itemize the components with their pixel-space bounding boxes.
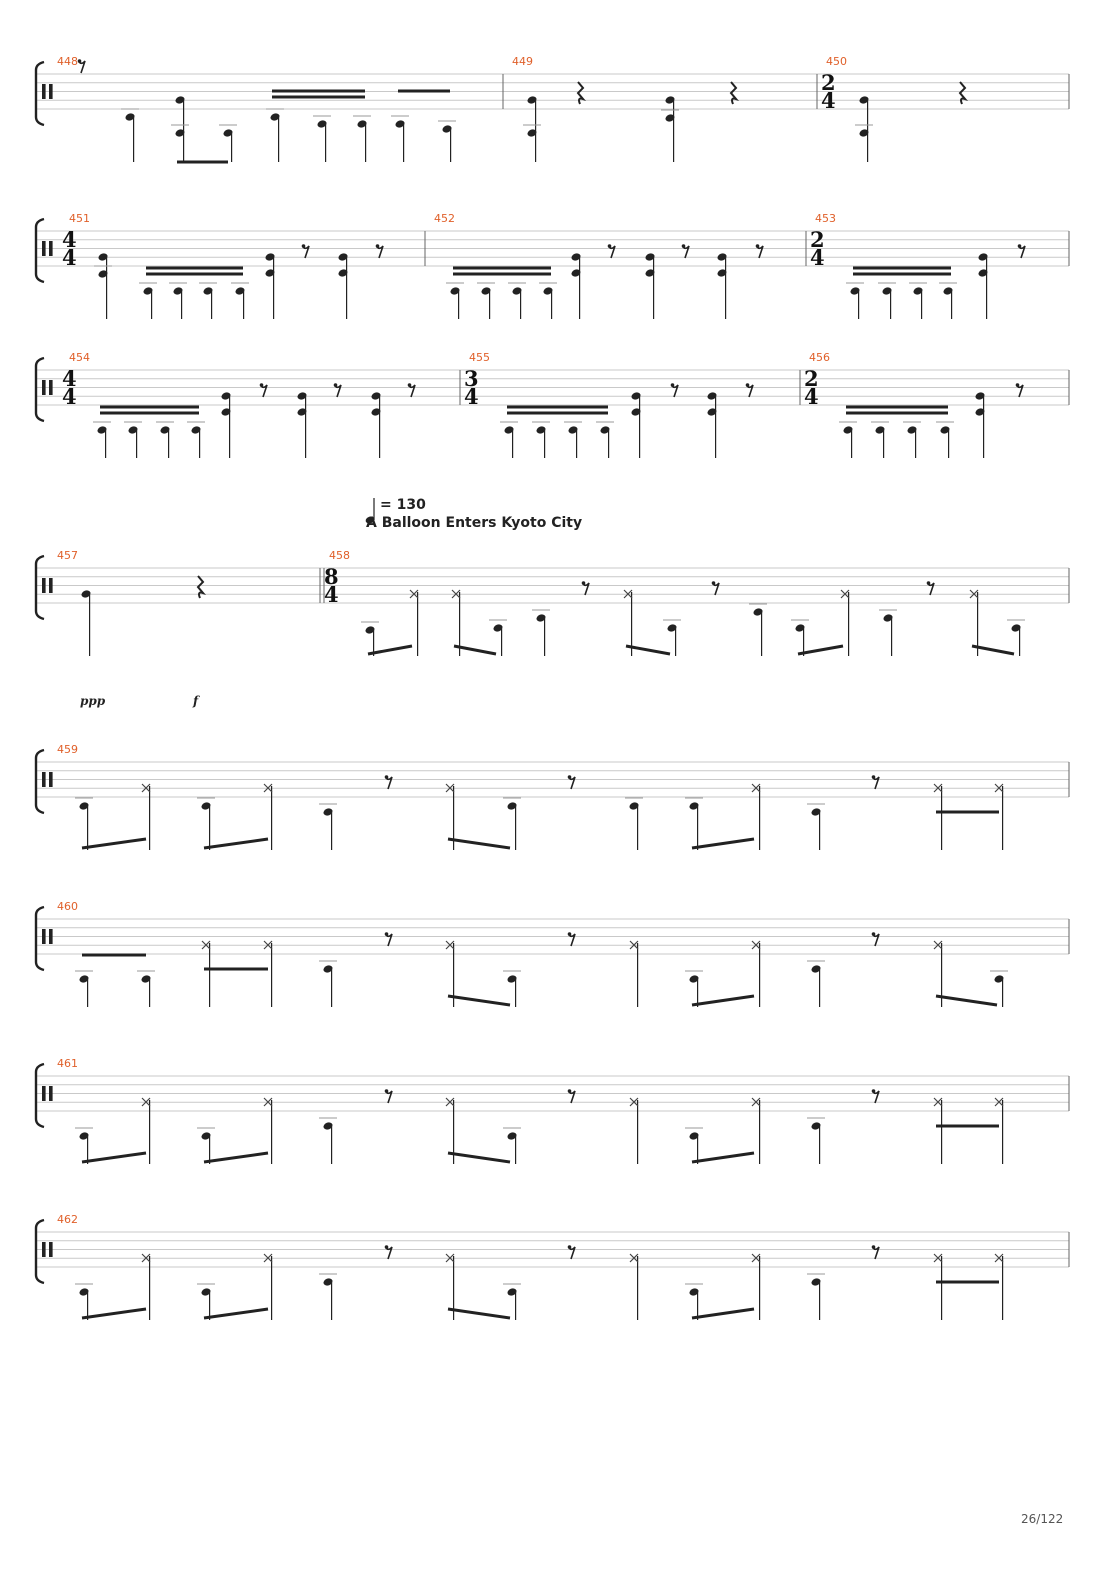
measure-number: 453 [815, 212, 836, 225]
eighth-rest [873, 1247, 879, 1259]
time-signature-numerator: 2 [804, 366, 819, 391]
note-beam [368, 646, 412, 654]
eighth-rest-dot [385, 1245, 389, 1249]
note-beam [82, 1309, 146, 1318]
measure-number: 448 [57, 55, 78, 68]
percussion-clef [49, 929, 53, 944]
dynamic-forte: f [193, 694, 199, 708]
staff-system [36, 1057, 1069, 1164]
measure-number: 461 [57, 1057, 78, 1070]
note-beam [448, 1153, 510, 1162]
note-beam [972, 646, 1014, 654]
note-beam [82, 839, 146, 848]
eighth-rest-dot [78, 59, 82, 63]
measure-number: 455 [469, 351, 490, 364]
measure-number: 451 [69, 212, 90, 225]
eighth-rest [873, 777, 879, 789]
time-signature-denominator: 4 [324, 582, 339, 607]
page-number: 26/122 [1021, 1512, 1064, 1526]
eighth-rest-dot [712, 581, 716, 585]
note-beam [448, 996, 510, 1005]
percussion-clef [49, 241, 53, 256]
eighth-rest [386, 1247, 392, 1259]
note-beam [936, 996, 997, 1005]
eighth-rest-dot [334, 383, 338, 387]
measure-number: 450 [826, 55, 847, 68]
eighth-rest-dot [872, 775, 876, 779]
staff-system [36, 1213, 1069, 1320]
percussion-clef [42, 929, 46, 944]
note-beam [448, 839, 510, 848]
time-signature-numerator: 3 [464, 366, 479, 391]
note-beam [798, 646, 843, 654]
time-signature-denominator: 4 [62, 245, 77, 270]
eighth-rest-dot [385, 932, 389, 936]
eighth-rest-dot [927, 581, 931, 585]
eighth-rest [583, 583, 589, 595]
time-signature-numerator: 2 [821, 70, 836, 95]
time-signature-denominator: 4 [464, 384, 479, 409]
tempo-value: = 130 [380, 497, 426, 513]
tempo-marking [365, 497, 582, 531]
percussion-clef [42, 578, 46, 593]
eighth-rest [261, 385, 267, 397]
percussion-clef [49, 380, 53, 395]
time-signature-numerator: 8 [324, 564, 339, 589]
eighth-rest-dot [746, 383, 750, 387]
eighth-rest [303, 246, 309, 258]
measure-number: 458 [329, 549, 350, 562]
eighth-rest-dot [568, 1089, 572, 1093]
note-beam [626, 646, 670, 654]
eighth-rest-dot [408, 383, 412, 387]
eighth-rest [377, 246, 383, 258]
staff-system [36, 900, 1069, 1007]
note-beam [204, 1153, 268, 1162]
eighth-rest-dot [260, 383, 264, 387]
eighth-rest-dot [568, 775, 572, 779]
eighth-rest-dot [671, 383, 675, 387]
percussion-clef [49, 772, 53, 787]
eighth-rest [713, 583, 719, 595]
eighth-rest [757, 246, 763, 258]
eighth-rest [335, 385, 341, 397]
eighth-rest-dot [608, 244, 612, 248]
eighth-rest [409, 385, 415, 397]
eighth-rest-dot [682, 244, 686, 248]
dynamic-ppp: ppp [80, 694, 106, 708]
note-beam [692, 996, 754, 1005]
time-signature-numerator: 4 [62, 227, 77, 252]
eighth-rest [569, 1091, 575, 1103]
eighth-rest-dot [385, 1089, 389, 1093]
eighth-rest [386, 777, 392, 789]
time-signature-numerator: 2 [810, 227, 825, 252]
eighth-rest [569, 934, 575, 946]
measure-number: 457 [57, 549, 78, 562]
percussion-clef [42, 1242, 46, 1257]
percussion-clef [42, 380, 46, 395]
note-beam [692, 839, 754, 848]
staff-system [36, 212, 1069, 319]
percussion-clef [49, 84, 53, 99]
eighth-rest [1017, 385, 1023, 397]
eighth-rest [79, 61, 85, 73]
eighth-rest-dot [872, 1089, 876, 1093]
eighth-rest-dot [872, 932, 876, 936]
note-beam [454, 646, 496, 654]
eighth-rest-dot [568, 932, 572, 936]
note-beam [448, 1309, 510, 1318]
eighth-rest [1019, 246, 1025, 258]
percussion-clef [42, 772, 46, 787]
eighth-rest [928, 583, 934, 595]
eighth-rest [683, 246, 689, 258]
note-beam [692, 1309, 754, 1318]
eighth-rest-dot [376, 244, 380, 248]
time-signature-numerator: 4 [62, 366, 77, 391]
eighth-rest-dot [872, 1245, 876, 1249]
time-signature-denominator: 4 [821, 88, 836, 113]
time-signature-denominator: 4 [62, 384, 77, 409]
percussion-clef [42, 241, 46, 256]
measure-number: 462 [57, 1213, 78, 1226]
eighth-rest [747, 385, 753, 397]
eighth-rest [873, 1091, 879, 1103]
measure-number: 454 [69, 351, 90, 364]
eighth-rest [386, 934, 392, 946]
time-signature-denominator: 4 [810, 245, 825, 270]
eighth-rest-dot [582, 581, 586, 585]
eighth-rest-dot [756, 244, 760, 248]
section-marker: A Balloon Enters Kyoto City [366, 515, 583, 531]
percussion-clef [49, 1242, 53, 1257]
eighth-rest [672, 385, 678, 397]
note-beam [82, 1153, 146, 1162]
measure-number: 460 [57, 900, 78, 913]
time-signature-denominator: 4 [804, 384, 819, 409]
eighth-rest-dot [1016, 383, 1020, 387]
measure-number: 456 [809, 351, 830, 364]
percussion-clef [42, 1086, 46, 1101]
measure-number: 452 [434, 212, 455, 225]
eighth-rest-dot [568, 1245, 572, 1249]
measure-number: 449 [512, 55, 533, 68]
eighth-rest [873, 934, 879, 946]
staff-system [36, 55, 1069, 162]
staff-system [36, 743, 1069, 850]
note-beam [692, 1153, 754, 1162]
eighth-rest [386, 1091, 392, 1103]
eighth-rest [569, 1247, 575, 1259]
percussion-clef [42, 84, 46, 99]
staff-system [36, 549, 1069, 656]
note-beam [204, 1309, 268, 1318]
eighth-rest-dot [302, 244, 306, 248]
eighth-rest-dot [1018, 244, 1022, 248]
eighth-rest [609, 246, 615, 258]
measure-number: 459 [57, 743, 78, 756]
eighth-rest [569, 777, 575, 789]
staff-system [36, 351, 1069, 458]
percussion-clef [49, 1086, 53, 1101]
eighth-rest-dot [385, 775, 389, 779]
note-beam [204, 839, 268, 848]
percussion-clef [49, 578, 53, 593]
